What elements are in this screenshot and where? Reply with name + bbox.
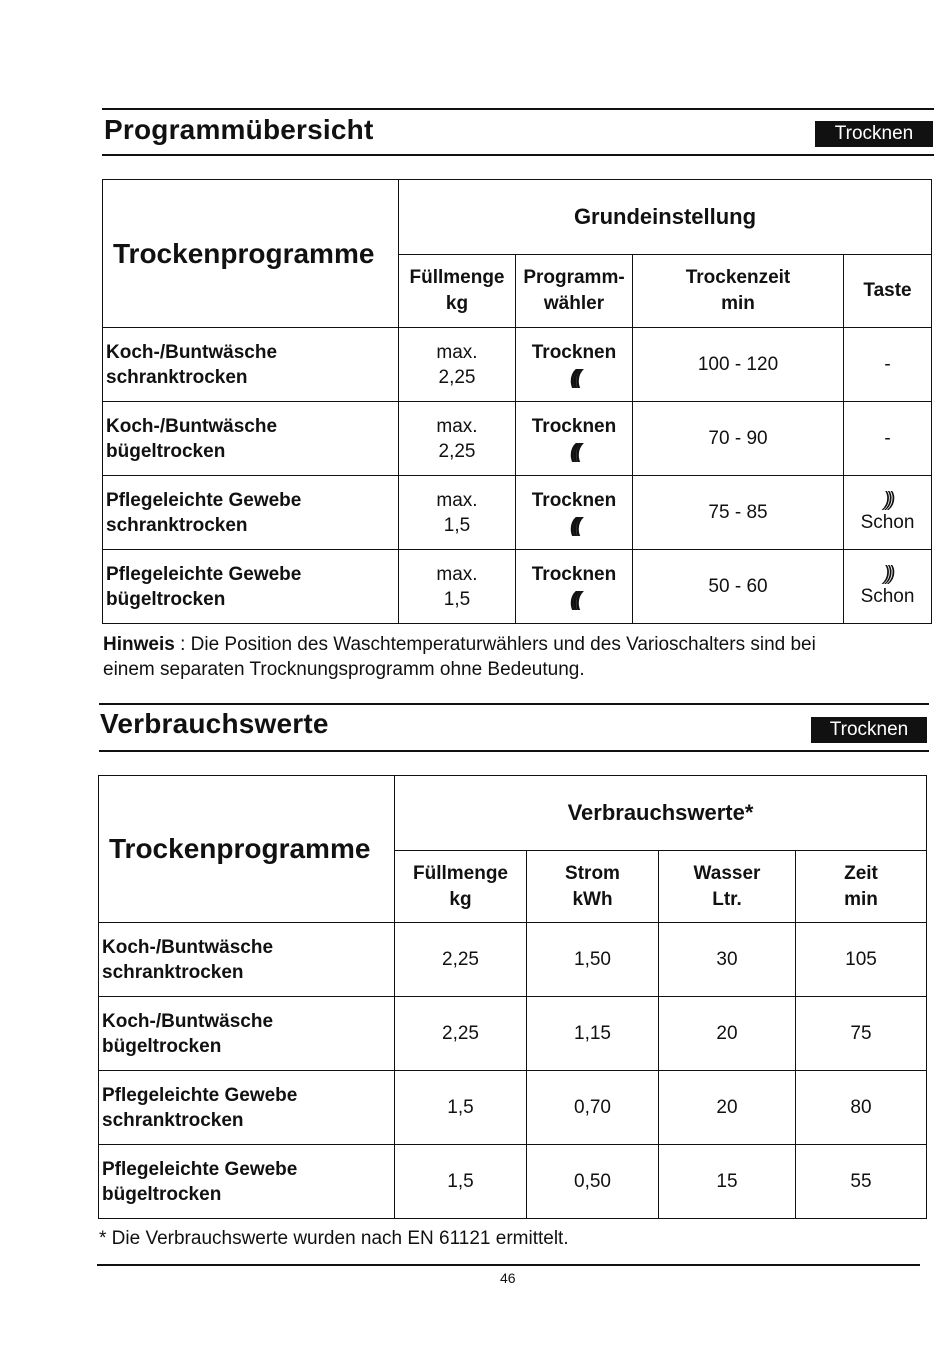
fill-cell: max. 2,25 <box>399 328 516 402</box>
row-label: Koch-/Buntwäsche bügeltrocken <box>103 402 399 476</box>
section-tag-trocknen: Trocknen <box>811 717 927 743</box>
row-label: Koch-/Buntwäsche schranktrocken <box>103 328 399 402</box>
header-programmwaehler: Programm- wähler <box>516 255 633 328</box>
time-cell: 75 <box>796 997 927 1071</box>
row-label: Pflegeleichte Gewebe schranktrocken <box>103 476 399 550</box>
header-strom: Strom kWh <box>527 851 659 923</box>
program-cell: Trocknen ((( <box>516 476 633 550</box>
row-label: Pflegeleichte Gewebe bügeltrocken <box>99 1145 395 1219</box>
table-row <box>103 328 932 402</box>
table-corner-header: Trockenprogramme <box>99 776 395 923</box>
time-cell: 80 <box>796 1071 927 1145</box>
row-label: Koch-/Buntwäsche bügeltrocken <box>99 997 395 1071</box>
table-row <box>103 402 932 476</box>
power-cell: 0,50 <box>527 1145 659 1219</box>
fill-cell: 1,5 <box>395 1145 527 1219</box>
table-group-header: Grundeinstellung <box>399 180 932 255</box>
header-taste: Taste <box>844 255 932 328</box>
time-cell: 100 - 120 <box>633 328 844 402</box>
section2-rule <box>99 750 929 752</box>
program-overview-table <box>102 179 932 624</box>
time-cell: 105 <box>796 923 927 997</box>
table-row <box>99 923 927 997</box>
dryer-wave-icon: ((( <box>570 588 578 611</box>
taste-cell: - <box>844 328 932 402</box>
table-row <box>99 1071 927 1145</box>
power-cell: 0,70 <box>527 1071 659 1145</box>
power-cell: 1,50 <box>527 923 659 997</box>
row-label: Koch-/Buntwäsche schranktrocken <box>99 923 395 997</box>
time-cell: 75 - 85 <box>633 476 844 550</box>
program-cell: Trocknen ((( <box>516 550 633 624</box>
dryer-wave-icon: ))) <box>883 489 892 511</box>
table-row <box>99 997 927 1071</box>
water-cell: 30 <box>659 923 796 997</box>
hint-note: Hinweis : Die Position des Waschtemperaturwählers und des Varioschalters sind bei einem separaten Trocknungsprogramm ohne Bedeutung. <box>103 634 816 680</box>
fill-cell: 1,5 <box>395 1071 527 1145</box>
power-cell: 1,15 <box>527 997 659 1071</box>
section-rule <box>102 154 934 156</box>
table-row <box>99 1145 927 1219</box>
section-tag-trocknen: Trocknen <box>815 121 933 147</box>
water-cell: 20 <box>659 1071 796 1145</box>
time-cell: 55 <box>796 1145 927 1219</box>
row-label: Pflegeleichte Gewebe bügeltrocken <box>103 550 399 624</box>
table-row <box>103 476 932 550</box>
taste-cell: ))) Schon <box>844 476 932 550</box>
fill-cell: 2,25 <box>395 997 527 1071</box>
section-title-verbrauchswerte: Verbrauchswerte <box>100 708 329 739</box>
header-trockenzeit: Trockenzeit min <box>633 255 844 328</box>
table-corner-header: Trockenprogramme <box>103 180 399 328</box>
program-cell: Trocknen ((( <box>516 402 633 476</box>
footnote: * Die Verbrauchswerte wurden nach EN 61121 ermittelt. <box>99 1228 569 1249</box>
water-cell: 20 <box>659 997 796 1071</box>
row-label: Pflegeleichte Gewebe schranktrocken <box>99 1071 395 1145</box>
section2-top-rule <box>99 703 929 705</box>
dryer-wave-icon: ))) <box>883 563 892 585</box>
page-number: 46 <box>500 1270 516 1286</box>
dryer-wave-icon: ((( <box>570 514 578 537</box>
dryer-wave-icon: ((( <box>570 440 578 463</box>
header-fuellmenge: Füllmenge kg <box>399 255 516 328</box>
fill-cell: 2,25 <box>395 923 527 997</box>
time-cell: 70 - 90 <box>633 402 844 476</box>
fill-cell: max. 1,5 <box>399 476 516 550</box>
water-cell: 15 <box>659 1145 796 1219</box>
table-group-header: Verbrauchswerte* <box>395 776 927 851</box>
time-cell: 50 - 60 <box>633 550 844 624</box>
header-fuellmenge: Füllmenge kg <box>395 851 527 923</box>
dryer-wave-icon: ((( <box>570 366 578 389</box>
fill-cell: max. 1,5 <box>399 550 516 624</box>
fill-cell: max. 2,25 <box>399 402 516 476</box>
taste-cell: ))) Schon <box>844 550 932 624</box>
header-zeit: Zeit min <box>796 851 927 923</box>
table-row <box>103 550 932 624</box>
taste-cell: - <box>844 402 932 476</box>
header-wasser: Wasser Ltr. <box>659 851 796 923</box>
footer-rule <box>97 1264 920 1266</box>
section-title-programmuebersicht: Programmübersicht <box>104 114 374 145</box>
consumption-table <box>98 775 927 1219</box>
top-rule <box>102 108 934 110</box>
program-cell: Trocknen ((( <box>516 328 633 402</box>
